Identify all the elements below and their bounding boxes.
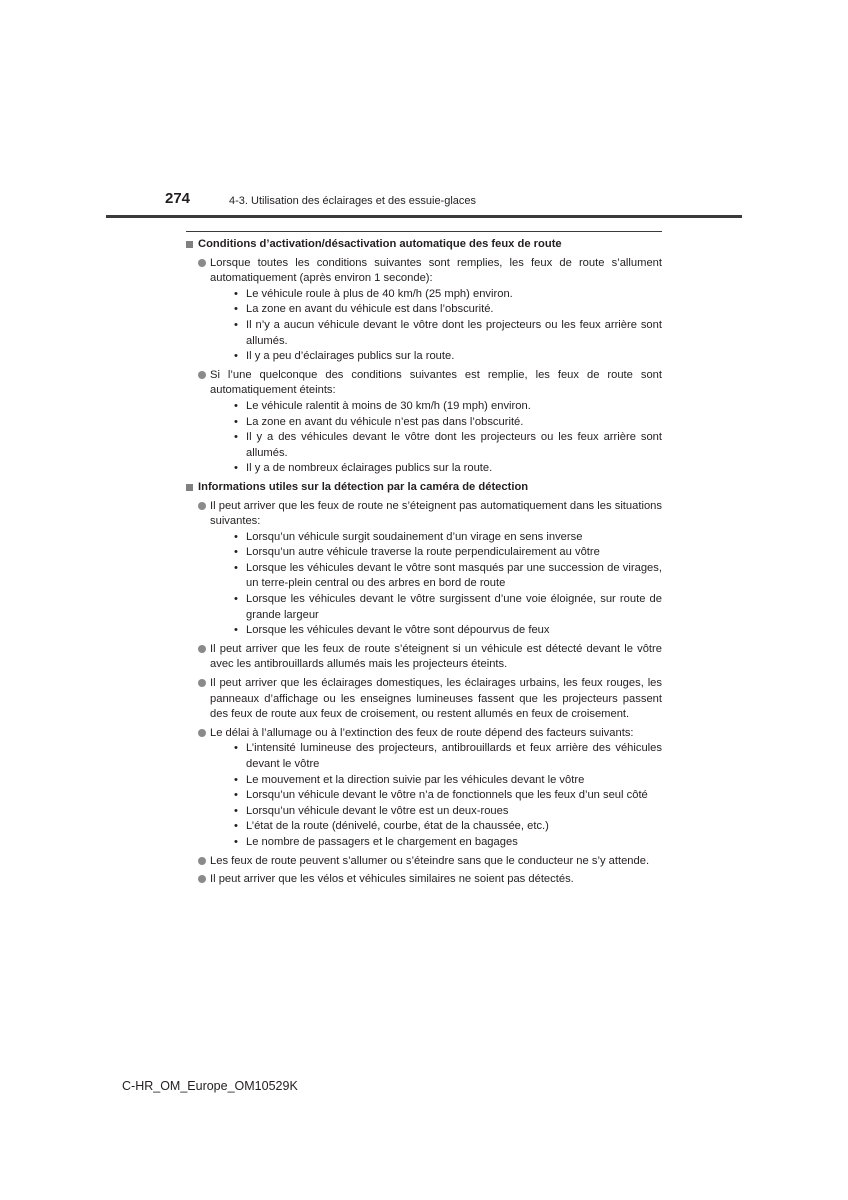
section-heading	[186, 237, 662, 253]
dot-bullet-icon: •	[234, 624, 238, 637]
dot-bullet-icon: •	[234, 561, 238, 574]
circle-bullet-icon	[198, 679, 206, 687]
sub-list-item: • Il y a des véhicules devant le vôtre dont les projecteurs ou les feux arrière sont allumés.	[234, 431, 662, 459]
item-text: Le délai à l’allumage ou à l’extinction des feux de route dépend des facteurs suivants:	[210, 726, 634, 739]
sub-list-item: • L’état de la route (dénivelé, courbe, état de la chaussée, etc.)	[246, 819, 662, 835]
item-text: Il peut arriver que les vélos et véhicules similaires ne soient pas détectés.	[210, 873, 574, 886]
item-text: Les feux de route peuvent s’allumer ou s’éteindre sans que le conducteur ne s’y attende.	[210, 854, 650, 867]
section-heading	[186, 480, 662, 496]
sub-list-item: • Lorsque les véhicules devant le vôtre sont dépourvus de feux	[246, 623, 662, 639]
list-item	[186, 499, 662, 639]
sub-list-item: • Il y a peu d’éclairages publics sur la route.	[246, 349, 662, 365]
list-item	[186, 726, 662, 851]
page-number: 274	[165, 190, 191, 207]
dot-bullet-icon: •	[234, 399, 238, 412]
sub-list-item: • Le véhicule roule à plus de 40 km/h (25 mph) environ.	[246, 287, 662, 303]
list-item	[186, 676, 662, 723]
square-bullet-icon	[186, 484, 193, 491]
list-item	[186, 854, 662, 870]
sub-list-item: • La zone en avant du véhicule n’est pas dans l’obscurité.	[246, 415, 662, 431]
sub-list-item: • Le nombre de passagers et le chargement en bagages	[246, 835, 662, 851]
sub-list-item: • Le mouvement et la direction suivie par les véhicules devant le vôtre	[246, 773, 662, 789]
dot-bullet-icon: •	[234, 742, 238, 755]
sub-list-item: • Lorsqu’un véhicule surgit soudainement d’un virage en sens inverse	[246, 530, 662, 546]
content-body	[186, 237, 662, 891]
dot-bullet-icon: •	[234, 804, 238, 817]
item-text: Lorsque toutes les conditions suivantes sont remplies, les feux de route s’allument automatiquement (après environ 1 seconde):	[210, 256, 662, 285]
item-text: Il peut arriver que les feux de route s’éteignent si un véhicule est détecté devant le vôtre avec les antibrouillards allumés mais les projecteurs éteints.	[210, 642, 662, 671]
dot-bullet-icon: •	[234, 820, 238, 833]
document-code: C-HR_OM_Europe_OM10529K	[122, 1079, 298, 1093]
dot-bullet-icon: •	[234, 462, 238, 475]
dot-bullet-icon: •	[234, 318, 238, 331]
dot-bullet-icon: •	[234, 431, 238, 444]
sub-list	[210, 530, 662, 639]
list-item	[186, 872, 662, 888]
item-text: Si l’une quelconque des conditions suivantes est remplie, les feux de route sont automatiquement éteints:	[210, 368, 662, 397]
sub-list-item: • Lorsqu’un véhicule devant le vôtre est un deux-roues	[246, 804, 662, 820]
circle-bullet-icon	[198, 875, 206, 883]
sub-list	[210, 287, 662, 365]
sub-list-item: • La zone en avant du véhicule est dans l’obscurité.	[246, 302, 662, 318]
circle-bullet-icon	[198, 645, 206, 653]
list-item	[186, 256, 662, 365]
sub-list-item: • Lorsque les véhicules devant le vôtre sont masqués par une succession de virages, un terre-plein central ou des arbres en bord de route	[234, 561, 662, 590]
dot-bullet-icon: •	[234, 773, 238, 786]
dot-bullet-icon: •	[234, 350, 238, 363]
list-item	[186, 368, 662, 477]
sub-list	[210, 741, 662, 850]
sub-list	[210, 399, 662, 477]
dot-bullet-icon: •	[234, 303, 238, 316]
section-heading-text: Informations utiles sur la détection par la caméra de détection	[198, 480, 529, 493]
sub-list-item: • Il y a de nombreux éclairages publics sur la route.	[246, 461, 662, 477]
dot-bullet-icon: •	[234, 593, 238, 606]
dot-bullet-icon: •	[234, 415, 238, 428]
section-heading-text: Conditions d’activation/désactivation automatique des feux de route	[198, 238, 562, 250]
dot-bullet-icon: •	[234, 287, 238, 300]
sub-list-item: • Lorsqu’un véhicule devant le vôtre n’a de fonctionnels que les feux d’un seul côté	[246, 788, 662, 804]
list-item	[186, 642, 662, 673]
sub-list-item: • Il n’y a aucun véhicule devant le vôtre dont les projecteurs ou les feux arrière sont allumés.	[234, 318, 662, 347]
circle-bullet-icon	[198, 857, 206, 865]
square-bullet-icon	[186, 241, 193, 248]
sub-list-item: • Lorsque les véhicules devant le vôtre surgissent d’une voie éloignée, sur route de grande largeur	[234, 593, 662, 621]
header-divider	[106, 215, 742, 218]
circle-bullet-icon	[198, 502, 206, 510]
sub-list-item: • Le véhicule ralentit à moins de 30 km/h (19 mph) environ.	[246, 399, 662, 415]
dot-bullet-icon: •	[234, 789, 238, 802]
circle-bullet-icon	[198, 259, 206, 267]
dot-bullet-icon: •	[234, 530, 238, 543]
item-text: Il peut arriver que les feux de route ne s’éteignent pas automatiquement dans les situations suivantes:	[210, 499, 662, 528]
item-text: Il peut arriver que les éclairages domestiques, les éclairages urbains, les feux rouges, les panneaux d’affichage ou les enseignes lumineuses fassent que les projecteurs passent des feux de route aux feux de croisement, ou restent allumés en feux de croisement.	[210, 677, 662, 721]
content-divider	[186, 231, 662, 232]
sub-list-item: • L’intensité lumineuse des projecteurs, antibrouillards et feux arrière des véhicules devant le vôtre	[234, 742, 662, 770]
dot-bullet-icon: •	[234, 835, 238, 848]
sub-list-item: • Lorsqu’un autre véhicule traverse la route perpendiculairement au vôtre	[246, 545, 662, 561]
circle-bullet-icon	[198, 371, 206, 379]
circle-bullet-icon	[198, 729, 206, 737]
dot-bullet-icon: •	[234, 546, 238, 559]
chapter-title: 4-3. Utilisation des éclairages et des essuie-glaces	[229, 195, 477, 207]
